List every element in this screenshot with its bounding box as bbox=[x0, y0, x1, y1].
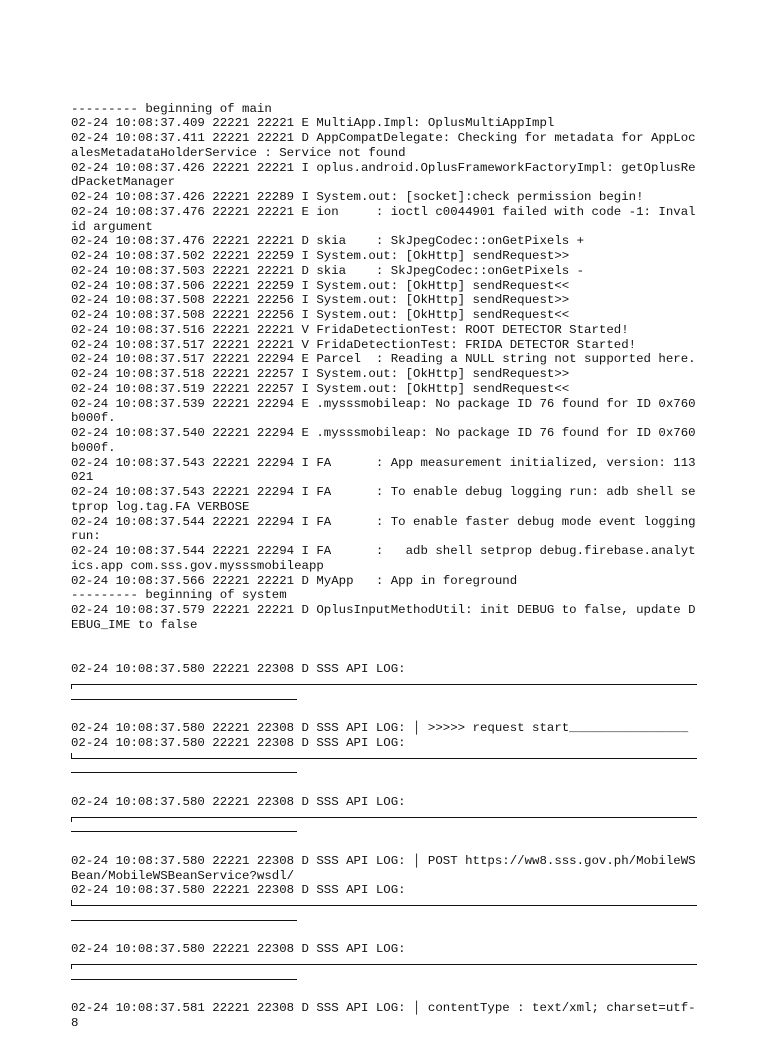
blank-line bbox=[71, 780, 701, 795]
log-line: 02-24 10:08:37.544 22221 22294 I FA : adb shell setprop debug.firebase.analytics.app com.sss.gov.mysssmobileapp bbox=[71, 544, 696, 573]
log-line: 02-24 10:08:37.508 22221 22256 I System.out: [OkHttp] sendRequest>> bbox=[71, 293, 570, 308]
blank-line bbox=[71, 706, 701, 721]
api-log-line: 02-24 10:08:37.580 22221 22308 D SSS API LOG: │ POST https://ww8.sss.gov.ph/MobileWSBean/MobileWSBeanService?wsdl/ bbox=[71, 853, 696, 883]
box-bottom-border bbox=[71, 751, 701, 781]
log-line: 02-24 10:08:37.476 22221 22221 E ion : ioctl c0044901 failed with code -1: Invalid argument bbox=[71, 204, 696, 234]
log-line: 02-24 10:08:37.508 22221 22256 I System.out: [OkHttp] sendRequest<< bbox=[71, 308, 570, 322]
api-log-line: 02-24 10:08:37.580 22221 22308 D SSS API LOG: bbox=[71, 883, 406, 898]
blank-line bbox=[71, 839, 701, 854]
blank-line bbox=[71, 987, 701, 1002]
log-line: 02-24 10:08:37.506 22221 22259 I System.out: [OkHttp] sendRequest<< bbox=[71, 278, 570, 293]
log-line: 02-24 10:08:37.426 22221 22221 I oplus.android.OplusFrameworkFactoryImpl: getOplusRedPacketManager bbox=[71, 160, 696, 190]
log-line: 02-24 10:08:37.476 22221 22221 D skia : SkJpegCodec::onGetPixels + bbox=[71, 234, 585, 249]
api-log-line: 02-24 10:08:37.580 22221 22308 D SSS API LOG: bbox=[71, 735, 406, 750]
log-section-header: --------- beginning of main bbox=[71, 101, 272, 116]
log-line: 02-24 10:08:37.579 22221 22221 D OplusInputMethodUtil: init DEBUG to false, update DEBUG_IME to false bbox=[71, 603, 696, 632]
log-line: 02-24 10:08:37.516 22221 22221 V FridaDetectionTest: ROOT DETECTOR Started! bbox=[71, 322, 629, 337]
api-log-line: 02-24 10:08:37.581 22221 22308 D SSS API LOG: │ contentType : text/xml; charset=utf-8 bbox=[71, 1001, 696, 1030]
log-document bbox=[71, 72, 704, 1046]
box-bottom-border bbox=[71, 898, 701, 928]
blank-line bbox=[71, 928, 701, 943]
box-top-border bbox=[71, 810, 701, 840]
box-rule-line-wrap bbox=[71, 920, 297, 921]
box-rule-line bbox=[71, 758, 697, 759]
box-rule-line-wrap bbox=[71, 699, 297, 700]
log-api-section bbox=[71, 662, 701, 1031]
log-line: 02-24 10:08:37.426 22221 22289 I System.out: [socket]:check permission begin! bbox=[71, 190, 644, 204]
api-log-line: 02-24 10:08:37.580 22221 22308 D SSS API LOG: bbox=[71, 942, 406, 957]
box-rule-line bbox=[71, 817, 697, 818]
log-line: 02-24 10:08:37.409 22221 22221 E MultiApp.Impl: OplusMultiAppImpl bbox=[71, 116, 555, 131]
box-top-border bbox=[71, 677, 701, 707]
box-rule-line-wrap bbox=[71, 979, 297, 980]
log-line: 02-24 10:08:37.503 22221 22221 D skia : SkJpegCodec::onGetPixels - bbox=[71, 263, 585, 278]
log-main-section bbox=[71, 101, 704, 633]
api-log-line: 02-24 10:08:37.580 22221 22308 D SSS API LOG: bbox=[71, 794, 406, 809]
log-line: 02-24 10:08:37.411 22221 22221 D AppCompatDelegate: Checking for metadata for AppLocalesMetadataHolderService : Service not found bbox=[71, 131, 696, 160]
box-rule-line bbox=[71, 905, 697, 906]
box-top-border bbox=[71, 957, 701, 987]
box-rule-line-wrap bbox=[71, 772, 297, 773]
log-line: 02-24 10:08:37.566 22221 22221 D MyApp : App in foreground bbox=[71, 573, 518, 588]
log-line: 02-24 10:08:37.540 22221 22294 E .mysssmobileap: No package ID 76 found for ID 0x760b000f. bbox=[71, 426, 696, 455]
api-log-line: 02-24 10:08:37.580 22221 22308 D SSS API LOG: bbox=[71, 662, 406, 676]
box-rule-line-wrap bbox=[71, 831, 297, 832]
log-line: 02-24 10:08:37.543 22221 22294 I FA : To enable debug logging run: adb shell setprop log.tag.FA VERBOSE bbox=[71, 485, 696, 514]
log-line: 02-24 10:08:37.544 22221 22294 I FA : To enable faster debug mode event logging run: bbox=[71, 514, 704, 544]
log-line: 02-24 10:08:37.517 22221 22294 E Parcel : Reading a NULL string not supported here. bbox=[71, 352, 696, 367]
api-log-line: 02-24 10:08:37.580 22221 22308 D SSS API LOG: │ >>>>> request start________________ bbox=[71, 721, 689, 735]
log-line: 02-24 10:08:37.517 22221 22221 V FridaDetectionTest: FRIDA DETECTOR Started! bbox=[71, 337, 637, 352]
box-rule-line bbox=[71, 684, 697, 685]
log-line: 02-24 10:08:37.543 22221 22294 I FA : App measurement initialized, version: 113021 bbox=[71, 455, 696, 485]
log-line: 02-24 10:08:37.519 22221 22257 I System.out: [OkHttp] sendRequest<< bbox=[71, 381, 570, 396]
box-rule-line bbox=[71, 964, 697, 965]
log-line: 02-24 10:08:37.518 22221 22257 I System.out: [OkHttp] sendRequest>> bbox=[71, 367, 570, 381]
log-line: 02-24 10:08:37.502 22221 22259 I System.out: [OkHttp] sendRequest>> bbox=[71, 249, 570, 263]
log-section-header: --------- beginning of system bbox=[71, 588, 287, 603]
log-line: 02-24 10:08:37.539 22221 22294 E .mysssmobileap: No package ID 76 found for ID 0x760b000f. bbox=[71, 396, 696, 426]
